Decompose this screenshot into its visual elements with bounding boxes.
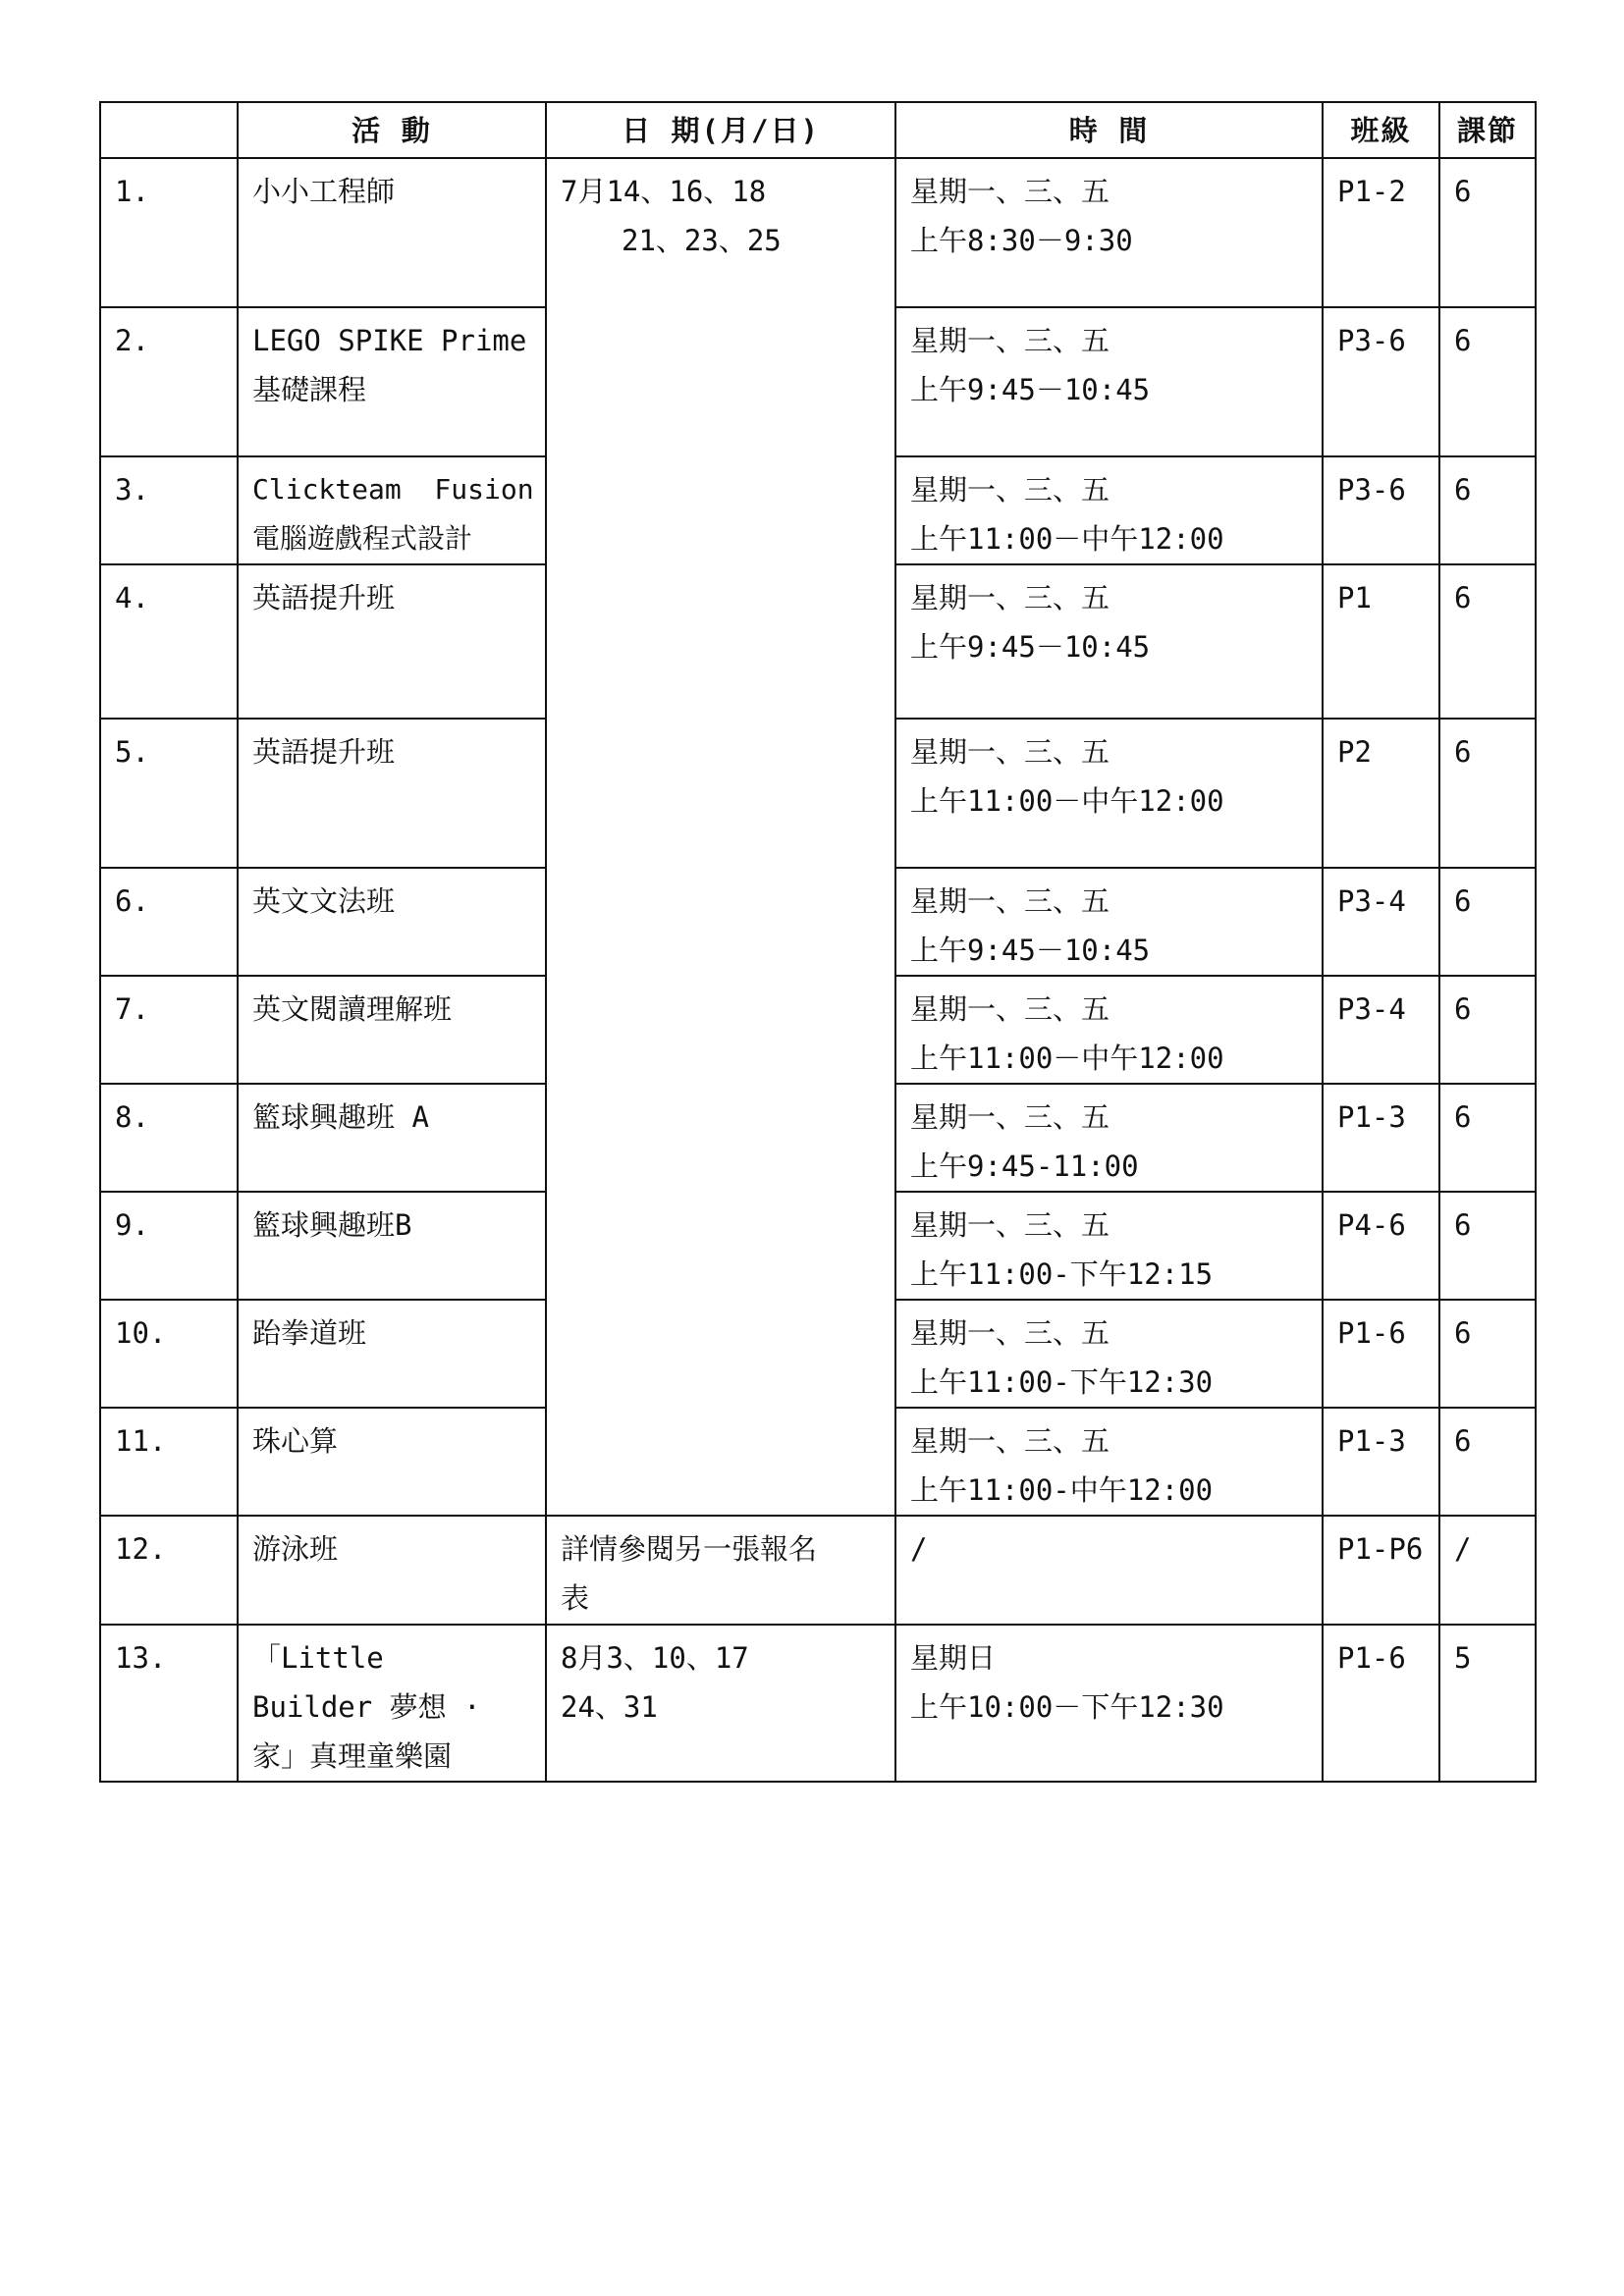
time-hours: 上午11:00-中午12:00 [910, 1473, 1214, 1507]
class-cell: P1 [1323, 564, 1439, 719]
row-number: 3. [100, 456, 238, 564]
date-cell [546, 1625, 895, 1782]
time-hours: 上午11:00-下午12:30 [910, 1365, 1214, 1399]
time-days: 星期一、三、五 [910, 473, 1110, 507]
activity-name: 「Little [252, 1641, 384, 1675]
lessons-cell: 6 [1439, 1192, 1536, 1300]
activity-name-line-3: 家」真理童樂園 [252, 1739, 453, 1773]
lessons-cell: / [1439, 1516, 1536, 1625]
time-cell [895, 1408, 1323, 1516]
row-number: 13. [100, 1625, 238, 1782]
class-cell: P3-6 [1323, 307, 1439, 456]
lessons-cell: 6 [1439, 307, 1536, 456]
activity-name: 英文閱讀理解班 [252, 992, 453, 1026]
class-cell: P3-4 [1323, 976, 1439, 1084]
shared-date-cell [546, 158, 895, 1516]
activity-name: LEGO SPIKE Prime [252, 324, 527, 357]
header-row [100, 102, 1536, 158]
class-cell: P1-P6 [1323, 1516, 1439, 1625]
time-cell [895, 1084, 1323, 1192]
shared-date-line-1: 7月14、16、18 [561, 175, 767, 208]
activity-cell [238, 564, 546, 719]
lessons-cell: 6 [1439, 1300, 1536, 1408]
time-cell [895, 868, 1323, 976]
time-cell [895, 719, 1323, 868]
row-number: 11. [100, 1408, 238, 1516]
time-hours: 上午11:00－中午12:00 [910, 1041, 1224, 1075]
header-time: 時 間 [895, 102, 1323, 158]
activity-name-line-2: 電腦遊戲程式設計 [252, 522, 473, 555]
activity-cell [238, 158, 546, 307]
time-days: / [910, 1532, 928, 1566]
row-number: 2. [100, 307, 238, 456]
activity-name: 英語提升班 [252, 581, 396, 614]
activity-cell [238, 1192, 546, 1300]
table-row [100, 158, 1536, 307]
date-line-1: 8月3、10、17 [561, 1641, 749, 1675]
time-hours: 上午11:00-下午12:15 [910, 1257, 1214, 1291]
time-days: 星期一、三、五 [910, 992, 1110, 1026]
time-cell [895, 976, 1323, 1084]
time-cell [895, 1300, 1323, 1408]
date-cell [546, 1516, 895, 1625]
activity-name: 小小工程師 [252, 175, 396, 208]
time-cell [895, 158, 1323, 307]
class-cell: P3-4 [1323, 868, 1439, 976]
header-activity: 活 動 [238, 102, 546, 158]
class-cell: P3-6 [1323, 456, 1439, 564]
time-hours: 上午9:45－10:45 [910, 373, 1151, 406]
activity-name: 英文文法班 [252, 884, 396, 918]
class-cell: P2 [1323, 719, 1439, 868]
activity-cell [238, 1516, 546, 1625]
shared-date-line-2: 21、23、25 [622, 224, 782, 257]
date-line-2: 表 [561, 1581, 590, 1615]
table-row [100, 1516, 1536, 1625]
row-number: 10. [100, 1300, 238, 1408]
class-cell: P1-6 [1323, 1300, 1439, 1408]
lessons-cell: 5 [1439, 1625, 1536, 1782]
activity-name: 珠心算 [252, 1424, 339, 1458]
class-cell: P1-3 [1323, 1084, 1439, 1192]
row-number: 9. [100, 1192, 238, 1300]
time-cell [895, 307, 1323, 456]
row-number: 6. [100, 868, 238, 976]
class-cell: P1-2 [1323, 158, 1439, 307]
activity-cell [238, 868, 546, 976]
time-cell [895, 564, 1323, 719]
header-lessons: 課節 [1439, 102, 1536, 158]
time-hours: 上午9:45－10:45 [910, 630, 1151, 664]
date-line-2: 24、31 [561, 1690, 658, 1724]
time-days: 星期一、三、五 [910, 1424, 1110, 1458]
lessons-cell: 6 [1439, 564, 1536, 719]
row-number: 4. [100, 564, 238, 719]
activity-cell [238, 1625, 546, 1782]
row-number: 5. [100, 719, 238, 868]
row-number: 7. [100, 976, 238, 1084]
lessons-cell: 6 [1439, 1084, 1536, 1192]
class-cell: P1-6 [1323, 1625, 1439, 1782]
time-days: 星期一、三、五 [910, 1100, 1110, 1134]
lessons-cell: 6 [1439, 976, 1536, 1084]
lessons-cell: 6 [1439, 868, 1536, 976]
activity-cell [238, 1408, 546, 1516]
lessons-cell: 6 [1439, 1408, 1536, 1516]
table-row [100, 1625, 1536, 1782]
lessons-cell: 6 [1439, 456, 1536, 564]
activity-cell [238, 1300, 546, 1408]
activity-name-line-2: Builder 夢想 · [252, 1690, 481, 1724]
time-hours: 上午9:45-11:00 [910, 1149, 1139, 1183]
row-number: 12. [100, 1516, 238, 1625]
time-days: 星期一、三、五 [910, 581, 1110, 614]
activity-schedule-table [99, 101, 1537, 1783]
time-cell [895, 1192, 1323, 1300]
time-cell [895, 1625, 1323, 1782]
time-days: 星期一、三、五 [910, 735, 1110, 769]
time-days: 星期一、三、五 [910, 884, 1110, 918]
date-line-1: 詳情參閱另一張報名 [561, 1532, 818, 1566]
activity-name-line-2: 基礎課程 [252, 373, 367, 406]
time-hours: 上午8:30－9:30 [910, 224, 1133, 257]
activity-name: 游泳班 [252, 1532, 339, 1566]
time-hours: 上午9:45－10:45 [910, 934, 1151, 967]
class-cell: P1-3 [1323, 1408, 1439, 1516]
activity-name: 跆拳道班 [252, 1316, 367, 1350]
time-hours: 上午11:00－中午12:00 [910, 522, 1224, 556]
row-number: 8. [100, 1084, 238, 1192]
time-days: 星期一、三、五 [910, 1208, 1110, 1242]
time-hours: 上午10:00－下午12:30 [910, 1690, 1224, 1724]
activity-cell [238, 719, 546, 868]
time-days: 星期一、三、五 [910, 324, 1110, 357]
activity-name: 籃球興趣班 A [252, 1100, 429, 1134]
time-cell [895, 1516, 1323, 1625]
activity-cell [238, 976, 546, 1084]
time-days: 星期一、三、五 [910, 175, 1110, 208]
time-cell [895, 456, 1323, 564]
header-date: 日 期(月/日) [546, 102, 895, 158]
time-hours: 上午11:00－中午12:00 [910, 784, 1224, 818]
activity-name: 英語提升班 [252, 735, 396, 769]
lessons-cell: 6 [1439, 158, 1536, 307]
lessons-cell: 6 [1439, 719, 1536, 868]
activity-cell [238, 1084, 546, 1192]
activity-cell [238, 456, 546, 564]
time-days: 星期一、三、五 [910, 1316, 1110, 1350]
activity-name: Clickteam Fusion [252, 473, 534, 506]
header-class: 班級 [1323, 102, 1439, 158]
activity-name: 籃球興趣班B [252, 1208, 412, 1242]
time-days: 星期日 [910, 1641, 997, 1675]
row-number: 1. [100, 158, 238, 307]
class-cell: P4-6 [1323, 1192, 1439, 1300]
header-no [100, 102, 238, 158]
activity-cell [238, 307, 546, 456]
